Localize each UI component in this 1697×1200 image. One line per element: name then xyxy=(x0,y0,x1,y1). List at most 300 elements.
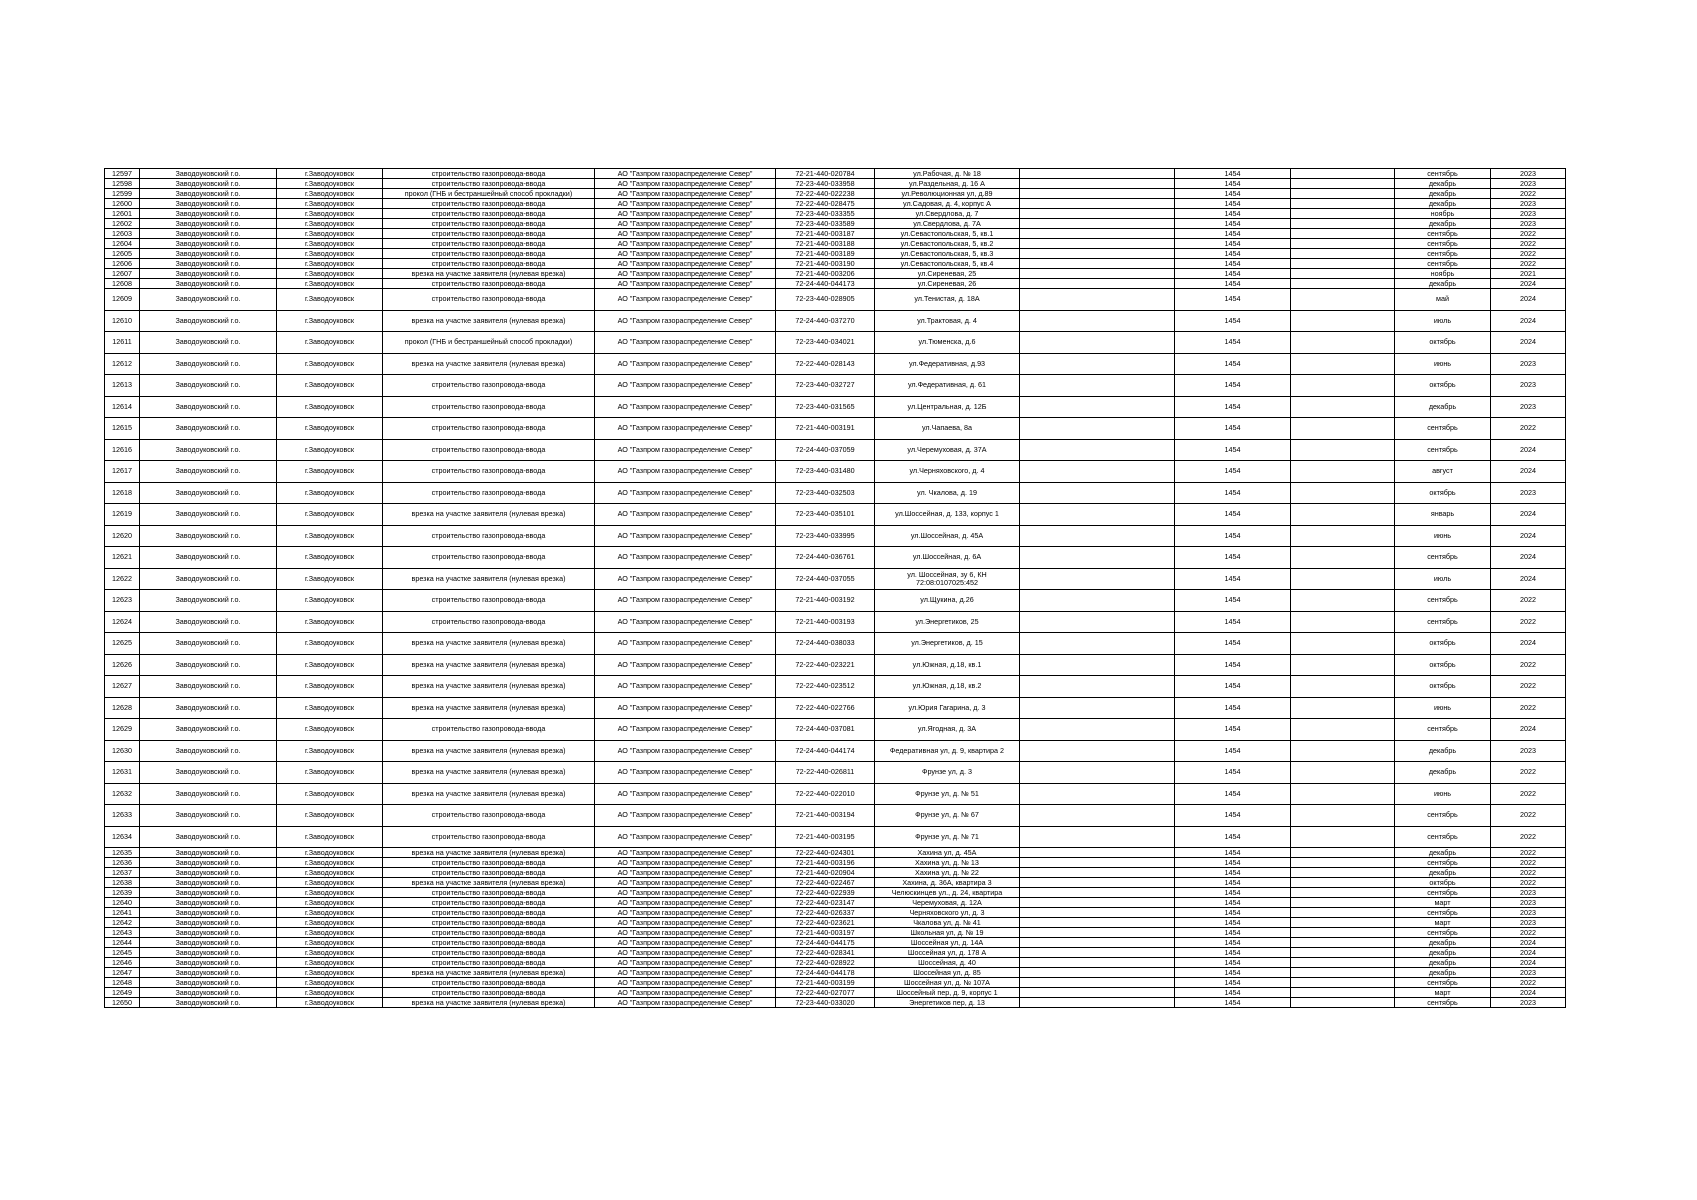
empty-cell xyxy=(1291,858,1395,868)
value-cell: 1454 xyxy=(1175,908,1291,918)
work-type-cell: строительство газопровода-ввода xyxy=(383,928,595,938)
value-cell: 1454 xyxy=(1175,249,1291,259)
table-row xyxy=(105,898,1566,908)
district-cell: Заводоуковский г.о. xyxy=(140,209,277,219)
city-cell: г.Заводоуковск xyxy=(277,968,383,978)
year-cell: 2024 xyxy=(1491,938,1566,948)
city-cell: г.Заводоуковск xyxy=(277,396,383,418)
city-cell: г.Заводоуковск xyxy=(277,848,383,858)
year-cell: 2024 xyxy=(1491,310,1566,332)
row-number-cell: 12632 xyxy=(105,783,140,805)
empty-cell xyxy=(1020,958,1175,968)
city-cell: г.Заводоуковск xyxy=(277,858,383,868)
table-row xyxy=(105,396,1566,418)
address-cell: ул.Федеративная, д.93 xyxy=(875,353,1020,375)
empty-cell xyxy=(1020,978,1175,988)
year-cell: 2022 xyxy=(1491,826,1566,848)
district-cell: Заводоуковский г.о. xyxy=(140,740,277,762)
table-row xyxy=(105,918,1566,928)
work-type-cell: врезка на участке заявителя (нулевая врезка) xyxy=(383,676,595,698)
work-type-cell: строительство газопровода-ввода xyxy=(383,375,595,397)
empty-cell xyxy=(1020,269,1175,279)
empty-cell xyxy=(1291,826,1395,848)
month-cell: сентябрь xyxy=(1395,169,1491,179)
table-row xyxy=(105,868,1566,878)
work-type-cell: врезка на участке заявителя (нулевая врезка) xyxy=(383,848,595,858)
table-row xyxy=(105,269,1566,279)
empty-cell xyxy=(1020,353,1175,375)
month-cell: июнь xyxy=(1395,783,1491,805)
empty-cell xyxy=(1291,504,1395,526)
empty-cell xyxy=(1291,938,1395,948)
organization-cell: АО "Газпром газораспределение Север" xyxy=(595,918,776,928)
empty-cell xyxy=(1291,590,1395,612)
city-cell: г.Заводоуковск xyxy=(277,375,383,397)
city-cell: г.Заводоуковск xyxy=(277,676,383,698)
work-type-cell: врезка на участке заявителя (нулевая врезка) xyxy=(383,998,595,1008)
city-cell: г.Заводоуковск xyxy=(277,209,383,219)
table-body xyxy=(105,169,1566,1008)
table-row xyxy=(105,968,1566,978)
work-type-cell: врезка на участке заявителя (нулевая врезка) xyxy=(383,968,595,978)
year-cell: 2022 xyxy=(1491,783,1566,805)
address-cell: ул.Энергетиков, д. 15 xyxy=(875,633,1020,655)
row-number-cell: 12601 xyxy=(105,209,140,219)
empty-cell xyxy=(1020,948,1175,958)
code-cell: 72-22-440-022939 xyxy=(776,888,875,898)
city-cell: г.Заводоуковск xyxy=(277,590,383,612)
year-cell: 2024 xyxy=(1491,439,1566,461)
year-cell: 2023 xyxy=(1491,740,1566,762)
organization-cell: АО "Газпром газораспределение Север" xyxy=(595,948,776,958)
table-row xyxy=(105,332,1566,354)
empty-cell xyxy=(1020,968,1175,978)
table-row xyxy=(105,928,1566,938)
address-cell: Хахина ул, д. 45А xyxy=(875,848,1020,858)
district-cell: Заводоуковский г.о. xyxy=(140,249,277,259)
month-cell: декабрь xyxy=(1395,948,1491,958)
value-cell: 1454 xyxy=(1175,928,1291,938)
empty-cell xyxy=(1291,353,1395,375)
row-number-cell: 12645 xyxy=(105,948,140,958)
empty-cell xyxy=(1291,547,1395,569)
work-type-cell: строительство газопровода-ввода xyxy=(383,525,595,547)
year-cell: 2023 xyxy=(1491,918,1566,928)
district-cell: Заводоуковский г.о. xyxy=(140,888,277,898)
code-cell: 72-22-440-022238 xyxy=(776,189,875,199)
empty-cell xyxy=(1020,908,1175,918)
row-number-cell: 12648 xyxy=(105,978,140,988)
city-cell: г.Заводоуковск xyxy=(277,988,383,998)
district-cell: Заводоуковский г.о. xyxy=(140,805,277,827)
table-row xyxy=(105,633,1566,655)
work-type-cell: врезка на участке заявителя (нулевая врезка) xyxy=(383,762,595,784)
month-cell: сентябрь xyxy=(1395,239,1491,249)
district-cell: Заводоуковский г.о. xyxy=(140,219,277,229)
row-number-cell: 12634 xyxy=(105,826,140,848)
year-cell: 2024 xyxy=(1491,504,1566,526)
month-cell: май xyxy=(1395,289,1491,311)
work-type-cell: строительство газопровода-ввода xyxy=(383,898,595,908)
city-cell: г.Заводоуковск xyxy=(277,169,383,179)
work-type-cell: строительство газопровода-ввода xyxy=(383,978,595,988)
empty-cell xyxy=(1291,848,1395,858)
organization-cell: АО "Газпром газораспределение Север" xyxy=(595,189,776,199)
work-type-cell: строительство газопровода-ввода xyxy=(383,461,595,483)
organization-cell: АО "Газпром газораспределение Север" xyxy=(595,418,776,440)
row-number-cell: 12646 xyxy=(105,958,140,968)
month-cell: март xyxy=(1395,988,1491,998)
empty-cell xyxy=(1291,928,1395,938)
organization-cell: АО "Газпром газораспределение Север" xyxy=(595,783,776,805)
empty-cell xyxy=(1020,858,1175,868)
empty-cell xyxy=(1020,719,1175,741)
table-row xyxy=(105,611,1566,633)
empty-cell xyxy=(1020,898,1175,908)
row-number-cell: 12630 xyxy=(105,740,140,762)
address-cell: ул.Рабочая, д. № 18 xyxy=(875,169,1020,179)
table-row xyxy=(105,568,1566,590)
table-row xyxy=(105,169,1566,179)
row-number-cell: 12637 xyxy=(105,868,140,878)
address-cell: ул.Свердлова, д. 7 xyxy=(875,209,1020,219)
organization-cell: АО "Газпром газораспределение Север" xyxy=(595,279,776,289)
month-cell: декабрь xyxy=(1395,219,1491,229)
empty-cell xyxy=(1020,590,1175,612)
empty-cell xyxy=(1291,805,1395,827)
empty-cell xyxy=(1020,525,1175,547)
address-cell: Шоссейная ул, д. 14А xyxy=(875,938,1020,948)
city-cell: г.Заводоуковск xyxy=(277,719,383,741)
organization-cell: АО "Газпром газораспределение Север" xyxy=(595,568,776,590)
table-row xyxy=(105,826,1566,848)
address-cell: Черемуховая, д. 12А xyxy=(875,898,1020,908)
row-number-cell: 12642 xyxy=(105,918,140,928)
year-cell: 2024 xyxy=(1491,289,1566,311)
year-cell: 2022 xyxy=(1491,848,1566,858)
district-cell: Заводоуковский г.о. xyxy=(140,568,277,590)
month-cell: сентябрь xyxy=(1395,858,1491,868)
month-cell: октябрь xyxy=(1395,878,1491,888)
empty-cell xyxy=(1291,654,1395,676)
empty-cell xyxy=(1291,878,1395,888)
district-cell: Заводоуковский г.о. xyxy=(140,762,277,784)
code-cell: 72-21-440-003187 xyxy=(776,229,875,239)
table-row xyxy=(105,908,1566,918)
table-row xyxy=(105,938,1566,948)
code-cell: 72-21-440-003193 xyxy=(776,611,875,633)
code-cell: 72-22-440-023621 xyxy=(776,918,875,928)
value-cell: 1454 xyxy=(1175,439,1291,461)
organization-cell: АО "Газпром газораспределение Север" xyxy=(595,928,776,938)
row-number-cell: 12605 xyxy=(105,249,140,259)
organization-cell: АО "Газпром газораспределение Север" xyxy=(595,719,776,741)
year-cell: 2022 xyxy=(1491,590,1566,612)
empty-cell xyxy=(1291,918,1395,928)
table-row xyxy=(105,697,1566,719)
work-type-cell: строительство газопровода-ввода xyxy=(383,948,595,958)
address-cell: ул. Чкалова, д. 19 xyxy=(875,482,1020,504)
organization-cell: АО "Газпром газораспределение Север" xyxy=(595,697,776,719)
district-cell: Заводоуковский г.о. xyxy=(140,988,277,998)
value-cell: 1454 xyxy=(1175,783,1291,805)
value-cell: 1454 xyxy=(1175,858,1291,868)
value-cell: 1454 xyxy=(1175,878,1291,888)
city-cell: г.Заводоуковск xyxy=(277,461,383,483)
address-cell: ул.Севастопольская, 5, кв.2 xyxy=(875,239,1020,249)
organization-cell: АО "Газпром газораспределение Север" xyxy=(595,439,776,461)
year-cell: 2023 xyxy=(1491,998,1566,1008)
address-cell: Черняховского ул, д. 3 xyxy=(875,908,1020,918)
district-cell: Заводоуковский г.о. xyxy=(140,547,277,569)
work-type-cell: врезка на участке заявителя (нулевая врезка) xyxy=(383,654,595,676)
work-type-cell: врезка на участке заявителя (нулевая врезка) xyxy=(383,878,595,888)
organization-cell: АО "Газпром газораспределение Север" xyxy=(595,547,776,569)
empty-cell xyxy=(1291,611,1395,633)
empty-cell xyxy=(1291,169,1395,179)
empty-cell xyxy=(1291,332,1395,354)
code-cell: 72-23-440-035101 xyxy=(776,504,875,526)
district-cell: Заводоуковский г.о. xyxy=(140,938,277,948)
row-number-cell: 12599 xyxy=(105,189,140,199)
address-cell: ул.Ягодная, д. 3А xyxy=(875,719,1020,741)
work-type-cell: строительство газопровода-ввода xyxy=(383,179,595,189)
address-cell: ул.Шоссейная, д. 6А xyxy=(875,547,1020,569)
organization-cell: АО "Газпром газораспределение Север" xyxy=(595,676,776,698)
empty-cell xyxy=(1291,783,1395,805)
month-cell: июнь xyxy=(1395,353,1491,375)
code-cell: 72-23-440-033589 xyxy=(776,219,875,229)
table-row xyxy=(105,848,1566,858)
district-cell: Заводоуковский г.о. xyxy=(140,482,277,504)
value-cell: 1454 xyxy=(1175,375,1291,397)
month-cell: октябрь xyxy=(1395,676,1491,698)
address-cell: ул.Черемуховая, д. 37А xyxy=(875,439,1020,461)
organization-cell: АО "Газпром газораспределение Север" xyxy=(595,219,776,229)
row-number-cell: 12617 xyxy=(105,461,140,483)
address-cell: Фрунзе ул, д. № 71 xyxy=(875,826,1020,848)
value-cell: 1454 xyxy=(1175,279,1291,289)
district-cell: Заводоуковский г.о. xyxy=(140,611,277,633)
year-cell: 2024 xyxy=(1491,547,1566,569)
month-cell: ноябрь xyxy=(1395,209,1491,219)
district-cell: Заводоуковский г.о. xyxy=(140,898,277,908)
city-cell: г.Заводоуковск xyxy=(277,918,383,928)
empty-cell xyxy=(1020,998,1175,1008)
empty-cell xyxy=(1291,189,1395,199)
month-cell: сентябрь xyxy=(1395,978,1491,988)
month-cell: март xyxy=(1395,918,1491,928)
district-cell: Заводоуковский г.о. xyxy=(140,239,277,249)
work-type-cell: строительство газопровода-ввода xyxy=(383,805,595,827)
row-number-cell: 12624 xyxy=(105,611,140,633)
city-cell: г.Заводоуковск xyxy=(277,439,383,461)
empty-cell xyxy=(1020,633,1175,655)
month-cell: сентябрь xyxy=(1395,590,1491,612)
district-cell: Заводоуковский г.о. xyxy=(140,826,277,848)
district-cell: Заводоуковский г.о. xyxy=(140,719,277,741)
table-row xyxy=(105,239,1566,249)
empty-cell xyxy=(1020,918,1175,928)
year-cell: 2024 xyxy=(1491,958,1566,968)
address-cell: ул.Энергетиков, 25 xyxy=(875,611,1020,633)
address-cell: ул.Севастопольская, 5, кв.1 xyxy=(875,229,1020,239)
city-cell: г.Заводоуковск xyxy=(277,805,383,827)
row-number-cell: 12636 xyxy=(105,858,140,868)
month-cell: сентябрь xyxy=(1395,888,1491,898)
city-cell: г.Заводоуковск xyxy=(277,239,383,249)
organization-cell: АО "Газпром газораспределение Север" xyxy=(595,858,776,868)
month-cell: сентябрь xyxy=(1395,998,1491,1008)
empty-cell xyxy=(1291,439,1395,461)
year-cell: 2023 xyxy=(1491,908,1566,918)
work-type-cell: строительство газопровода-ввода xyxy=(383,209,595,219)
city-cell: г.Заводоуковск xyxy=(277,504,383,526)
month-cell: декабрь xyxy=(1395,199,1491,209)
empty-cell xyxy=(1020,310,1175,332)
organization-cell: АО "Газпром газораспределение Север" xyxy=(595,269,776,279)
row-number-cell: 12640 xyxy=(105,898,140,908)
empty-cell xyxy=(1020,938,1175,948)
code-cell: 72-21-440-003195 xyxy=(776,826,875,848)
organization-cell: АО "Газпром газораспределение Север" xyxy=(595,958,776,968)
code-cell: 72-24-440-036761 xyxy=(776,547,875,569)
work-type-cell: строительство газопровода-ввода xyxy=(383,826,595,848)
row-number-cell: 12649 xyxy=(105,988,140,998)
table-row xyxy=(105,719,1566,741)
organization-cell: АО "Газпром газораспределение Север" xyxy=(595,740,776,762)
organization-cell: АО "Газпром газораспределение Север" xyxy=(595,249,776,259)
code-cell: 72-22-440-028475 xyxy=(776,199,875,209)
year-cell: 2022 xyxy=(1491,249,1566,259)
organization-cell: АО "Газпром газораспределение Север" xyxy=(595,968,776,978)
district-cell: Заводоуковский г.о. xyxy=(140,968,277,978)
code-cell: 72-24-440-037055 xyxy=(776,568,875,590)
month-cell: декабрь xyxy=(1395,396,1491,418)
organization-cell: АО "Газпром газораспределение Север" xyxy=(595,229,776,239)
organization-cell: АО "Газпром газораспределение Север" xyxy=(595,590,776,612)
year-cell: 2022 xyxy=(1491,654,1566,676)
address-cell: ул.Садовая, д. 4, корпус А xyxy=(875,199,1020,209)
empty-cell xyxy=(1291,289,1395,311)
work-type-cell: строительство газопровода-ввода xyxy=(383,259,595,269)
district-cell: Заводоуковский г.о. xyxy=(140,199,277,209)
empty-cell xyxy=(1291,396,1395,418)
address-cell: Шоссейная ул, д. 85 xyxy=(875,968,1020,978)
address-cell: Челюскинцев ул., д. 24, квартира xyxy=(875,888,1020,898)
row-number-cell: 12613 xyxy=(105,375,140,397)
empty-cell xyxy=(1020,868,1175,878)
work-type-cell: врезка на участке заявителя (нулевая врезка) xyxy=(383,633,595,655)
city-cell: г.Заводоуковск xyxy=(277,948,383,958)
table-row xyxy=(105,259,1566,269)
table-row xyxy=(105,310,1566,332)
row-number-cell: 12608 xyxy=(105,279,140,289)
month-cell: ноябрь xyxy=(1395,269,1491,279)
code-cell: 72-22-440-022766 xyxy=(776,697,875,719)
empty-cell xyxy=(1020,762,1175,784)
address-cell: ул.Трактовая, д. 4 xyxy=(875,310,1020,332)
row-number-cell: 12615 xyxy=(105,418,140,440)
empty-cell xyxy=(1291,209,1395,219)
address-cell: Шоссейная ул, д. 178 А xyxy=(875,948,1020,958)
empty-cell xyxy=(1020,928,1175,938)
district-cell: Заводоуковский г.о. xyxy=(140,676,277,698)
empty-cell xyxy=(1291,697,1395,719)
district-cell: Заводоуковский г.о. xyxy=(140,918,277,928)
month-cell: сентябрь xyxy=(1395,229,1491,239)
row-number-cell: 12606 xyxy=(105,259,140,269)
organization-cell: АО "Газпром газораспределение Север" xyxy=(595,461,776,483)
empty-cell xyxy=(1291,229,1395,239)
month-cell: октябрь xyxy=(1395,482,1491,504)
value-cell: 1454 xyxy=(1175,938,1291,948)
work-type-cell: строительство газопровода-ввода xyxy=(383,547,595,569)
month-cell: декабрь xyxy=(1395,762,1491,784)
empty-cell xyxy=(1020,279,1175,289)
address-cell: ул.Севастопольская, 5, кв.3 xyxy=(875,249,1020,259)
row-number-cell: 12650 xyxy=(105,998,140,1008)
year-cell: 2024 xyxy=(1491,279,1566,289)
district-cell: Заводоуковский г.о. xyxy=(140,375,277,397)
year-cell: 2022 xyxy=(1491,229,1566,239)
city-cell: г.Заводоуковск xyxy=(277,332,383,354)
organization-cell: АО "Газпром газораспределение Север" xyxy=(595,482,776,504)
code-cell: 72-22-440-028922 xyxy=(776,958,875,968)
value-cell: 1454 xyxy=(1175,848,1291,858)
empty-cell xyxy=(1020,783,1175,805)
value-cell: 1454 xyxy=(1175,988,1291,998)
organization-cell: АО "Газпром газораспределение Север" xyxy=(595,239,776,249)
address-cell: ул.Раздельная, д. 16 А xyxy=(875,179,1020,189)
year-cell: 2022 xyxy=(1491,858,1566,868)
work-type-cell: строительство газопровода-ввода xyxy=(383,169,595,179)
city-cell: г.Заводоуковск xyxy=(277,783,383,805)
work-type-cell: прокол (ГНБ и бестраншейный способ прокладки) xyxy=(383,189,595,199)
address-cell: ул. Шоссейная, зу 6, КН 72:08:0107025:452 xyxy=(875,568,1020,590)
empty-cell xyxy=(1291,898,1395,908)
empty-cell xyxy=(1291,740,1395,762)
year-cell: 2022 xyxy=(1491,805,1566,827)
city-cell: г.Заводоуковск xyxy=(277,998,383,1008)
district-cell: Заводоуковский г.о. xyxy=(140,439,277,461)
work-type-cell: строительство газопровода-ввода xyxy=(383,239,595,249)
row-number-cell: 12643 xyxy=(105,928,140,938)
city-cell: г.Заводоуковск xyxy=(277,611,383,633)
empty-cell xyxy=(1020,289,1175,311)
code-cell: 72-23-440-028905 xyxy=(776,289,875,311)
table-row xyxy=(105,878,1566,888)
work-type-cell: строительство газопровода-ввода xyxy=(383,611,595,633)
empty-cell xyxy=(1291,676,1395,698)
organization-cell: АО "Газпром газораспределение Север" xyxy=(595,209,776,219)
code-cell: 72-21-440-020904 xyxy=(776,868,875,878)
organization-cell: АО "Газпром газораспределение Север" xyxy=(595,762,776,784)
city-cell: г.Заводоуковск xyxy=(277,289,383,311)
empty-cell xyxy=(1020,878,1175,888)
city-cell: г.Заводоуковск xyxy=(277,418,383,440)
value-cell: 1454 xyxy=(1175,209,1291,219)
table-row xyxy=(105,654,1566,676)
empty-cell xyxy=(1291,968,1395,978)
row-number-cell: 12611 xyxy=(105,332,140,354)
district-cell: Заводоуковский г.о. xyxy=(140,958,277,968)
city-cell: г.Заводоуковск xyxy=(277,547,383,569)
year-cell: 2023 xyxy=(1491,482,1566,504)
row-number-cell: 12639 xyxy=(105,888,140,898)
district-cell: Заводоуковский г.о. xyxy=(140,169,277,179)
row-number-cell: 12621 xyxy=(105,547,140,569)
